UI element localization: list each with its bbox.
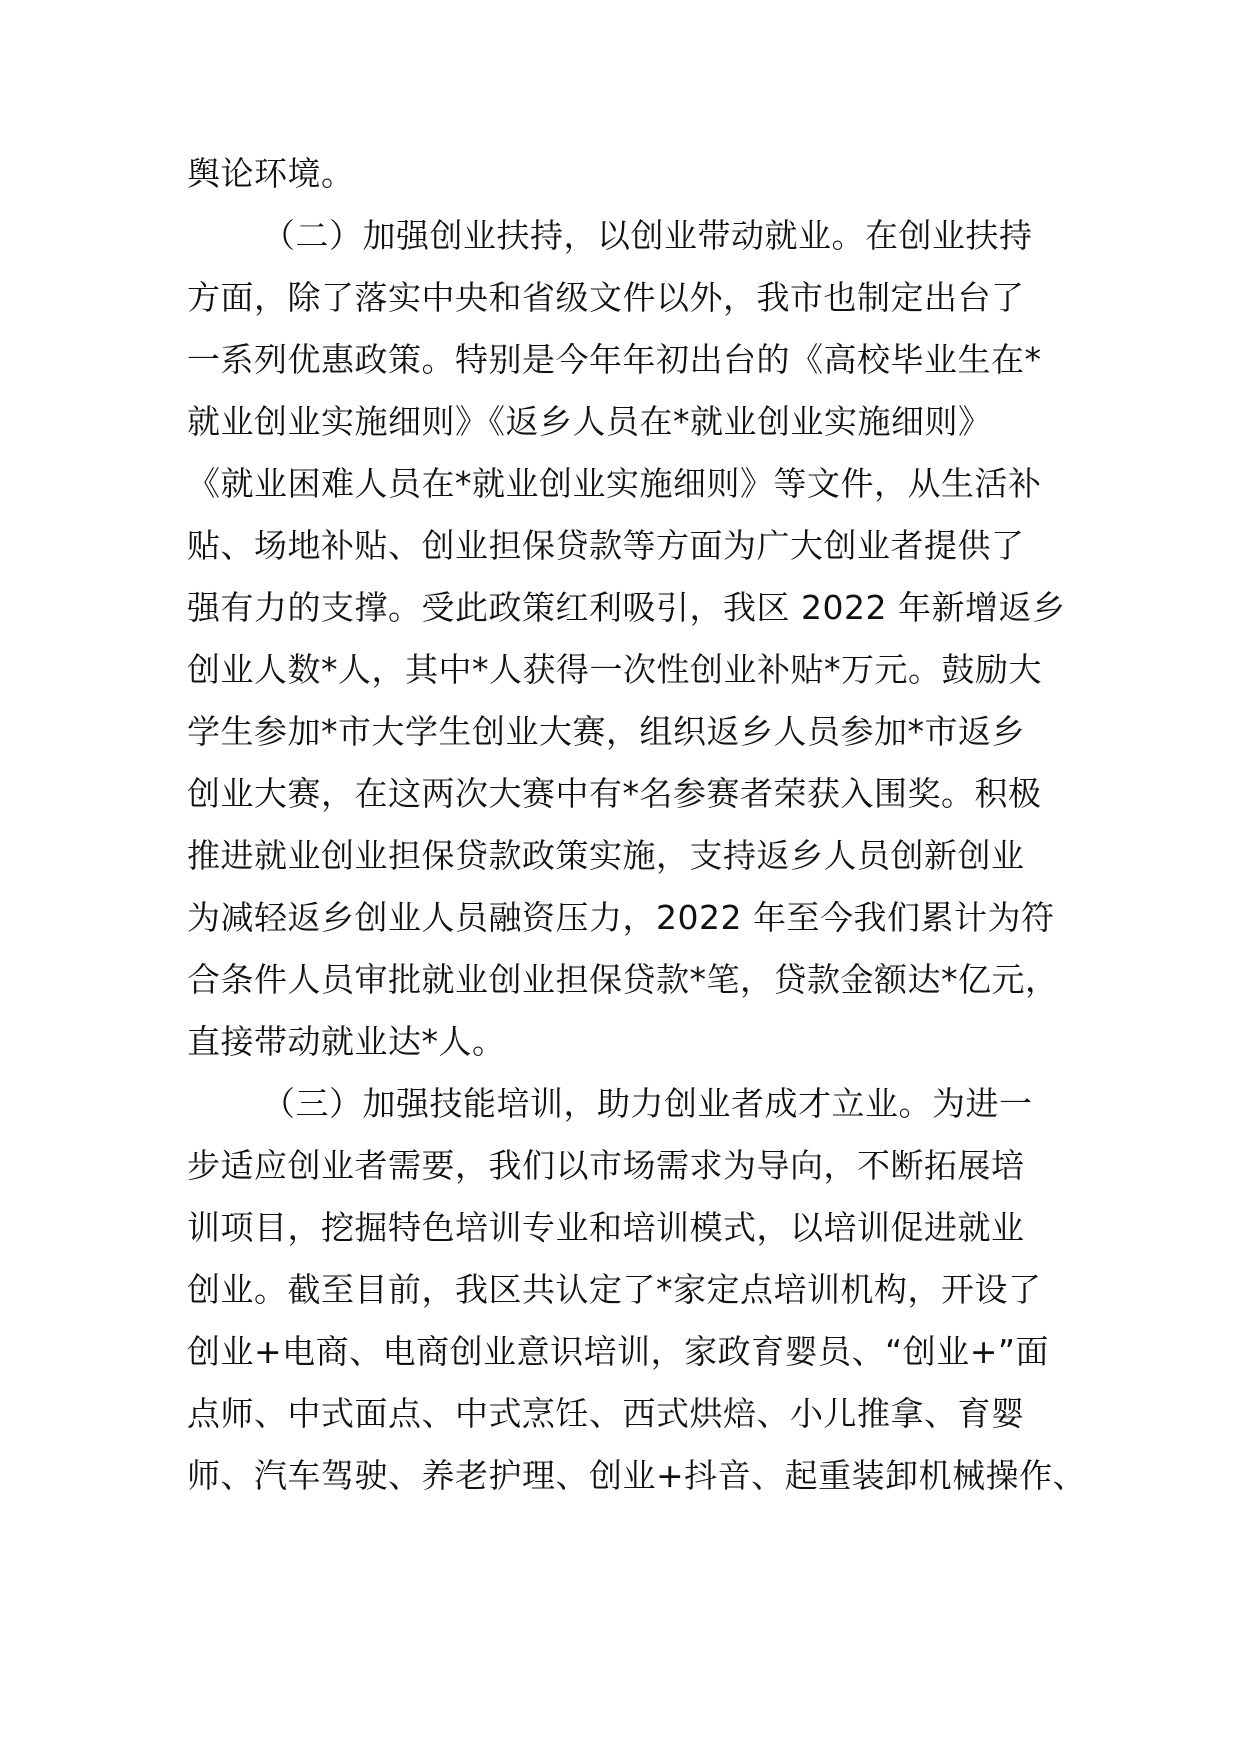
text-line: 步适应创业者需要，我们以市场需求为导向，不断拓展培 <box>187 1146 1025 1185</box>
text-line: 《就业困难人员在*就业创业实施细则》等文件，从生活补 <box>187 464 1042 503</box>
text-line: 创业人数*人，其中*人获得一次性创业补贴*万元。鼓励大 <box>187 650 1042 689</box>
text-line: 创业大赛，在这两次大赛中有*名参赛者荣获入围奖。积极 <box>187 774 1042 813</box>
text-line: 强有力的支撑。受此政策红利吸引，我区 2022 年新增返乡 <box>187 588 1066 627</box>
text-line: 方面，除了落实中央和省级文件以外，我市也制定出台了 <box>187 278 1025 317</box>
text-line: 师、汽车驾驶、养老护理、创业+抖音、起重装卸机械操作、 <box>187 1456 1087 1495</box>
text-line: 就业创业实施细则》《返乡人员在*就业创业实施细则》 <box>187 402 992 441</box>
text-line: 学生参加*市大学生创业大赛，组织返乡人员参加*市返乡 <box>187 712 1025 751</box>
section-heading-line: （三）加强技能培训，助力创业者成才立业。为进一 <box>262 1084 1033 1123</box>
text-line: 推进就业创业担保贷款政策实施，支持返乡人员创新创业 <box>187 836 1025 875</box>
text-line: 合条件人员审批就业创业担保贷款*笔，贷款金额达*亿元， <box>187 960 1059 999</box>
text-line: 舆论环境。 <box>187 154 355 193</box>
text-line: 一系列优惠政策。特别是今年年初出台的《高校毕业生在* <box>187 340 1042 379</box>
text-line: 点师、中式面点、中式烹饪、西式烘焙、小儿推拿、育婴 <box>187 1394 1025 1433</box>
text-line: 创业+电商、电商创业意识培训，家政育婴员、“创业+”面 <box>187 1332 1049 1371</box>
text-line: 贴、场地补贴、创业担保贷款等方面为广大创业者提供了 <box>187 526 1025 565</box>
text-line: 训项目，挖掘特色培训专业和培训模式，以培训促进就业 <box>187 1208 1025 1247</box>
text-line: 直接带动就业达*人。 <box>187 1022 506 1061</box>
text-line: 创业。截至目前，我区共认定了*家定点培训机构，开设了 <box>187 1270 1042 1309</box>
text-line: 为减轻返乡创业人员融资压力，2022 年至今我们累计为符 <box>187 898 1055 937</box>
section-heading-line: （二）加强创业扶持，以创业带动就业。在创业扶持 <box>262 216 1033 255</box>
